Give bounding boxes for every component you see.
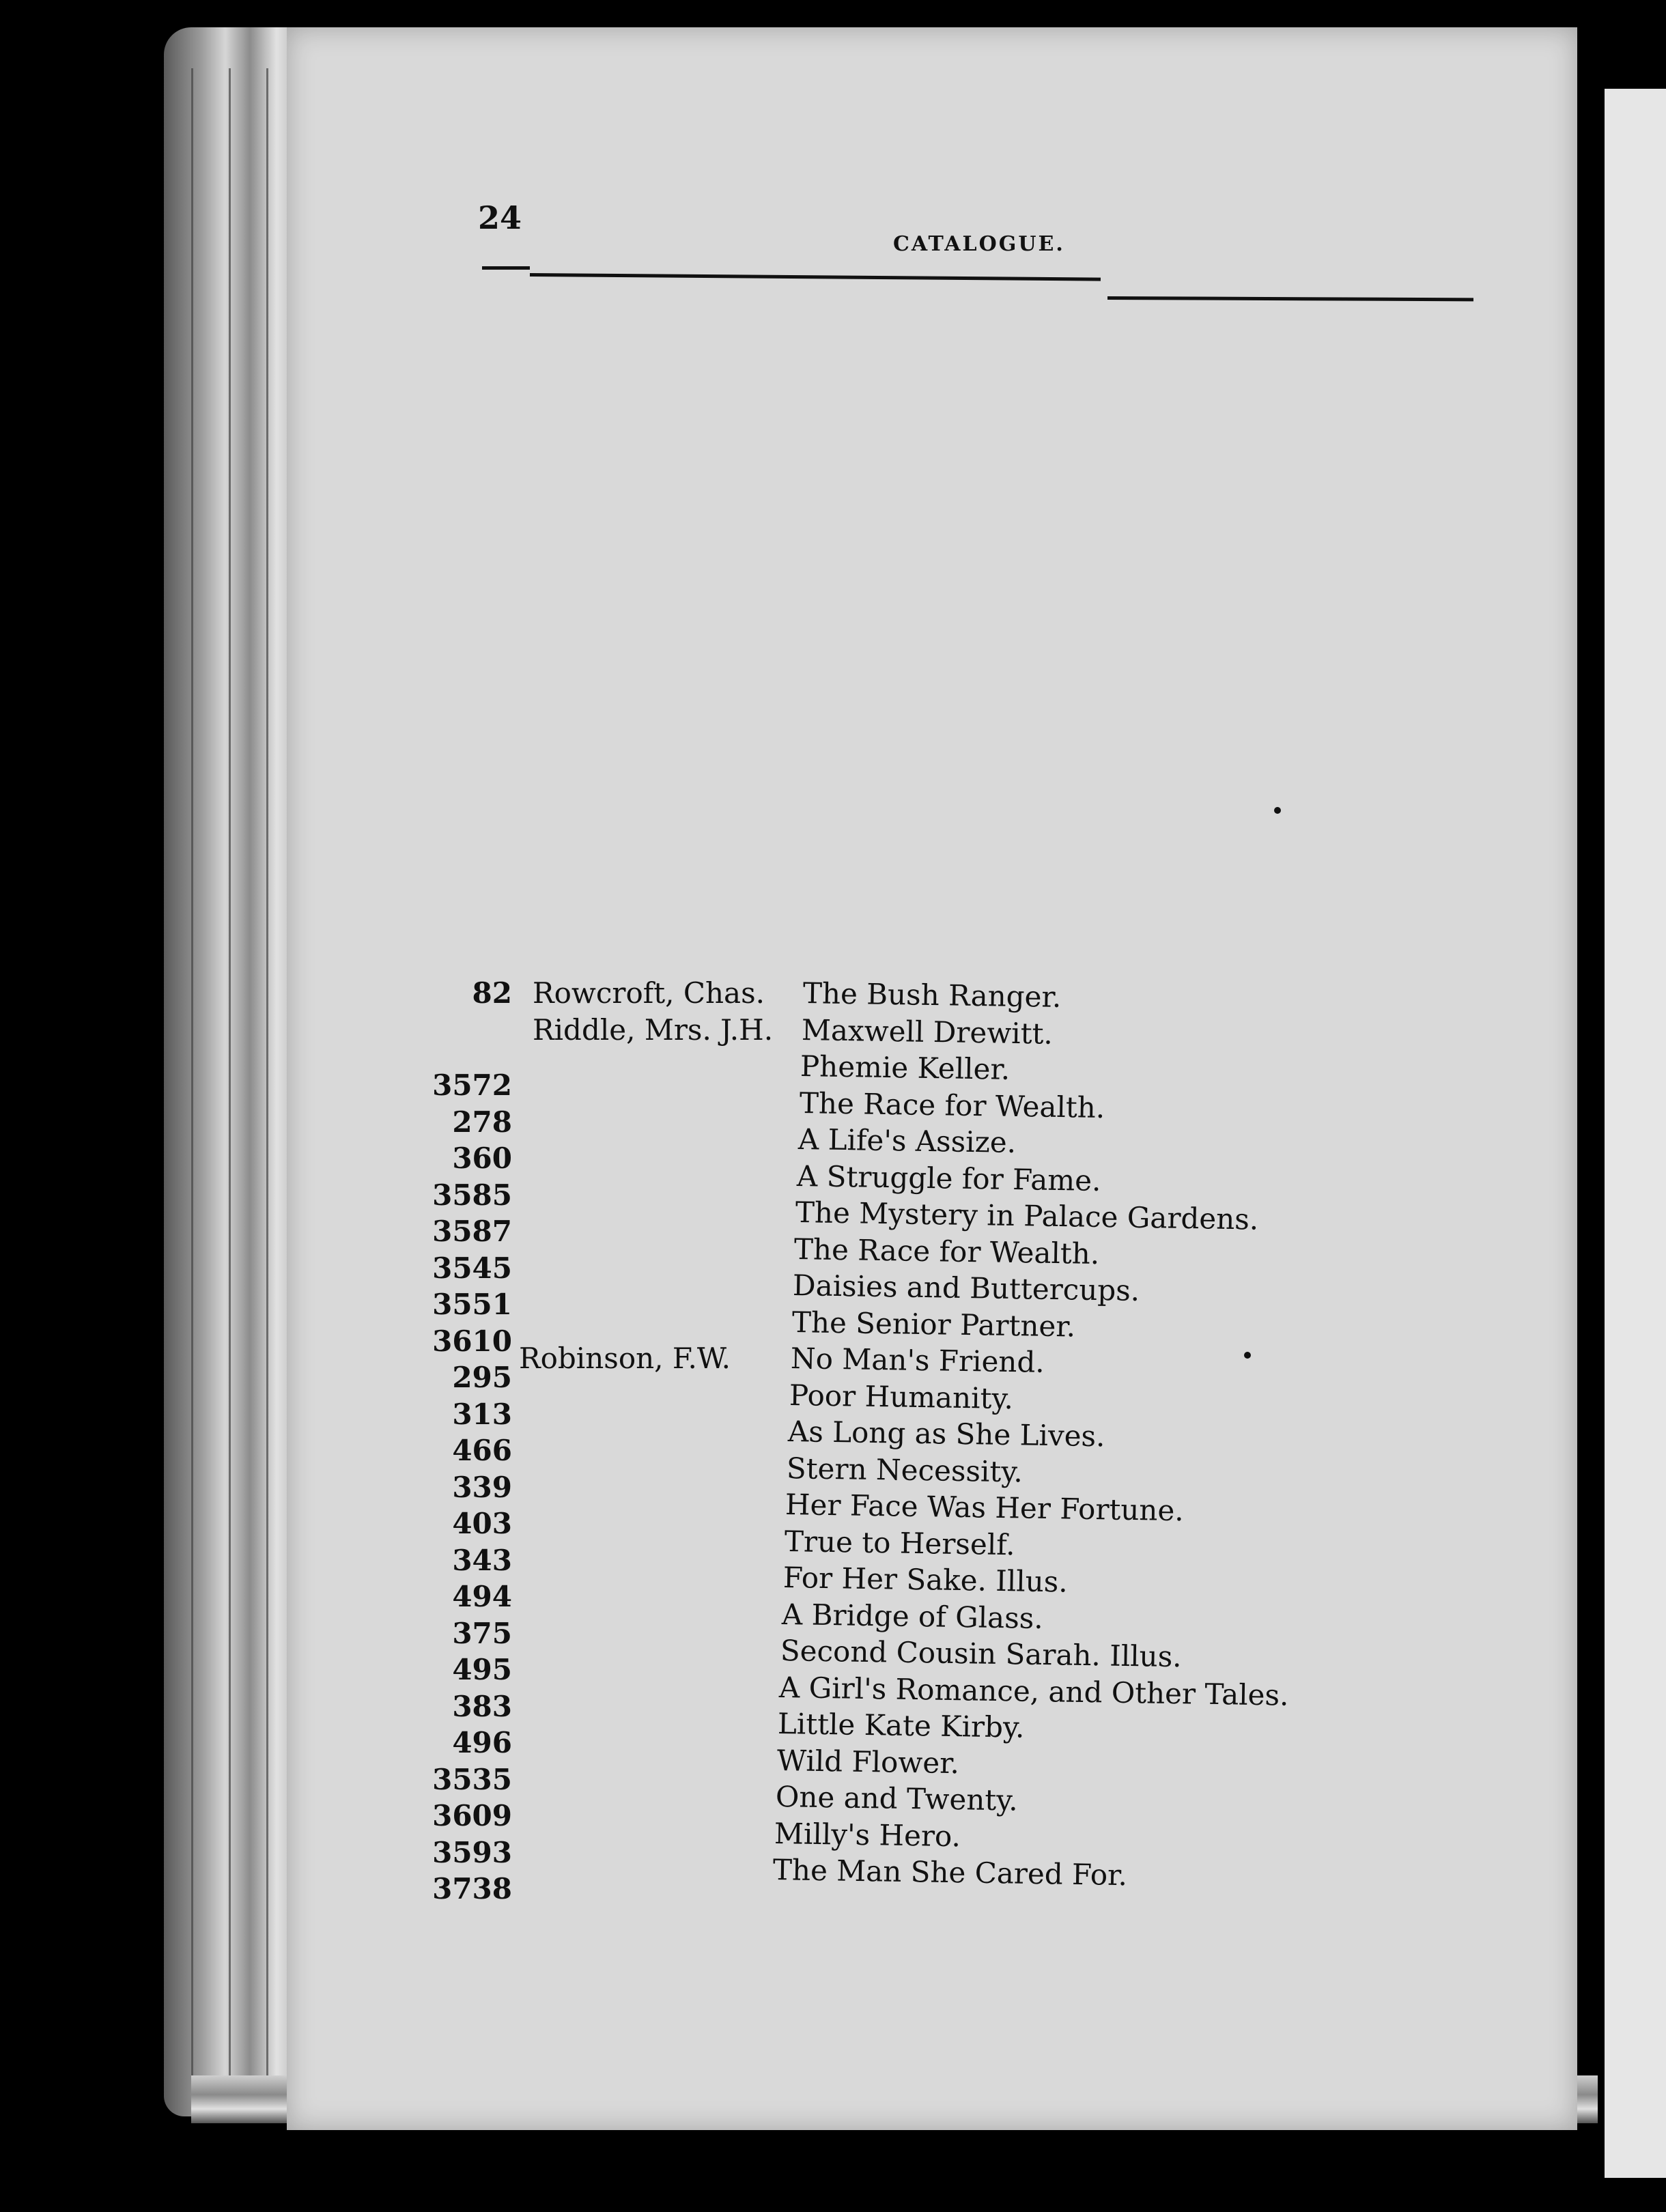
- catalogue-title: A Bridge of Glass.: [781, 1597, 1043, 1635]
- catalogue-number: 3535: [432, 1762, 512, 1796]
- catalogue-title: Milly's Hero.: [774, 1816, 961, 1853]
- catalogue-entry: [0, 1634, 1666, 1686]
- catalogue-entry: [0, 1670, 1666, 1723]
- catalogue-title: A Struggle for Fame.: [796, 1159, 1101, 1197]
- catalogue-number: 466: [452, 1434, 512, 1467]
- catalogue-title: Wild Flower.: [776, 1743, 959, 1780]
- catalogue-title: Little Kate Kirby.: [777, 1707, 1026, 1744]
- catalogue-number: 383: [452, 1689, 512, 1723]
- catalogue-title: Her Face Was Her Fortune.: [785, 1488, 1185, 1528]
- catalogue-entry: [0, 1049, 1666, 1102]
- catalogue-entry: [0, 1816, 1666, 1869]
- catalogue-entry: [0, 1122, 1666, 1175]
- catalogue-title: The Man She Cared For.: [772, 1853, 1128, 1892]
- catalogue-title: One and Twenty.: [775, 1780, 1018, 1817]
- catalogue-title: The Bush Ranger.: [802, 976, 1062, 1014]
- catalogue-entry: [0, 1780, 1666, 1832]
- catalogue-title: A Life's Assize.: [797, 1122, 1017, 1160]
- catalogue-title: Daisies and Buttercups.: [792, 1268, 1140, 1307]
- catalogue-number: 3585: [432, 1178, 512, 1212]
- catalogue-entry: [0, 1707, 1666, 1759]
- catalogue-author: Rowcroft, Chas.: [533, 976, 765, 1010]
- catalogue-entry: [0, 1853, 1666, 1905]
- catalogue-entry: [0, 1305, 1666, 1358]
- catalogue-entry: [0, 1743, 1666, 1796]
- catalogue-number: 3593: [432, 1835, 512, 1869]
- catalogue-entry: [0, 1268, 1666, 1321]
- catalogue-title: True to Herself.: [784, 1524, 1015, 1561]
- catalogue-author: Robinson, F.W.: [519, 1342, 731, 1375]
- catalogue-title: No Man's Friend.: [790, 1342, 1045, 1379]
- catalogue-number: 494: [452, 1580, 512, 1613]
- catalogue-entry: [0, 1159, 1666, 1212]
- catalogue-entry: [0, 1013, 1666, 1051]
- catalogue-title: Second Cousin Sarah. Illus.: [780, 1634, 1182, 1674]
- catalogue-entry: [0, 1232, 1666, 1285]
- running-head: CATALOGUE.: [893, 232, 1065, 256]
- catalogue-number: 496: [452, 1726, 512, 1759]
- catalogue-entry: [0, 1378, 1666, 1431]
- catalogue-title: Poor Humanity.: [789, 1378, 1014, 1415]
- catalogue-number: 343: [452, 1543, 512, 1577]
- catalogue-entry: [0, 1086, 1666, 1139]
- catalogue-title: A Girl's Romance, and Other Tales.: [778, 1670, 1289, 1712]
- catalogue-title: The Senior Partner.: [791, 1305, 1076, 1344]
- catalogue-number: 3738: [432, 1872, 512, 1905]
- catalogue-number: 3609: [432, 1799, 512, 1832]
- catalogue-number: 360: [452, 1142, 512, 1175]
- catalogue-number: 3545: [432, 1251, 512, 1285]
- header-rule: [482, 266, 530, 270]
- catalogue-number: 403: [452, 1507, 512, 1540]
- catalogue-entry: [0, 1524, 1666, 1577]
- catalogue-entry: [0, 1488, 1666, 1540]
- catalogue-number: 295: [452, 1361, 512, 1394]
- catalogue-title: The Mystery in Palace Gardens.: [795, 1195, 1259, 1236]
- catalogue-title: Maxwell Drewitt.: [801, 1012, 1054, 1051]
- catalogue-number: 3572: [432, 1068, 512, 1102]
- catalogue-entry: [0, 976, 1666, 1015]
- ink-speck: [1274, 807, 1281, 814]
- catalogue-number: 3587: [432, 1215, 512, 1248]
- catalogue-author: Riddle, Mrs. J.H.: [533, 1012, 774, 1047]
- catalogue-number: 375: [452, 1616, 512, 1650]
- catalogue-title: The Race for Wealth.: [793, 1232, 1100, 1271]
- catalogue-entry: [0, 1342, 1666, 1394]
- catalogue-number: 495: [452, 1653, 512, 1686]
- catalogue-number: 3610: [432, 1324, 512, 1358]
- catalogue-title: The Race for Wealth.: [799, 1086, 1105, 1124]
- catalogue-number: 3551: [432, 1288, 512, 1321]
- catalogue-entry: [0, 1597, 1666, 1650]
- catalogue-title: Stern Necessity.: [786, 1451, 1023, 1488]
- catalogue-number: 313: [452, 1397, 512, 1431]
- catalogue-title: For Her Sake. Illus.: [782, 1561, 1068, 1599]
- page-number: 24: [478, 199, 522, 236]
- catalogue-title: Phemie Keller.: [800, 1049, 1011, 1086]
- catalogue-entry: [0, 1451, 1666, 1504]
- catalogue-number: 82: [472, 976, 512, 1010]
- catalogue-entry: [0, 1195, 1666, 1248]
- catalogue-number: 278: [452, 1105, 512, 1139]
- catalogue-number: 339: [452, 1470, 512, 1504]
- catalogue-entry: [0, 1561, 1666, 1613]
- catalogue-entry: [0, 1415, 1666, 1467]
- catalogue-title: As Long as She Lives.: [787, 1415, 1105, 1454]
